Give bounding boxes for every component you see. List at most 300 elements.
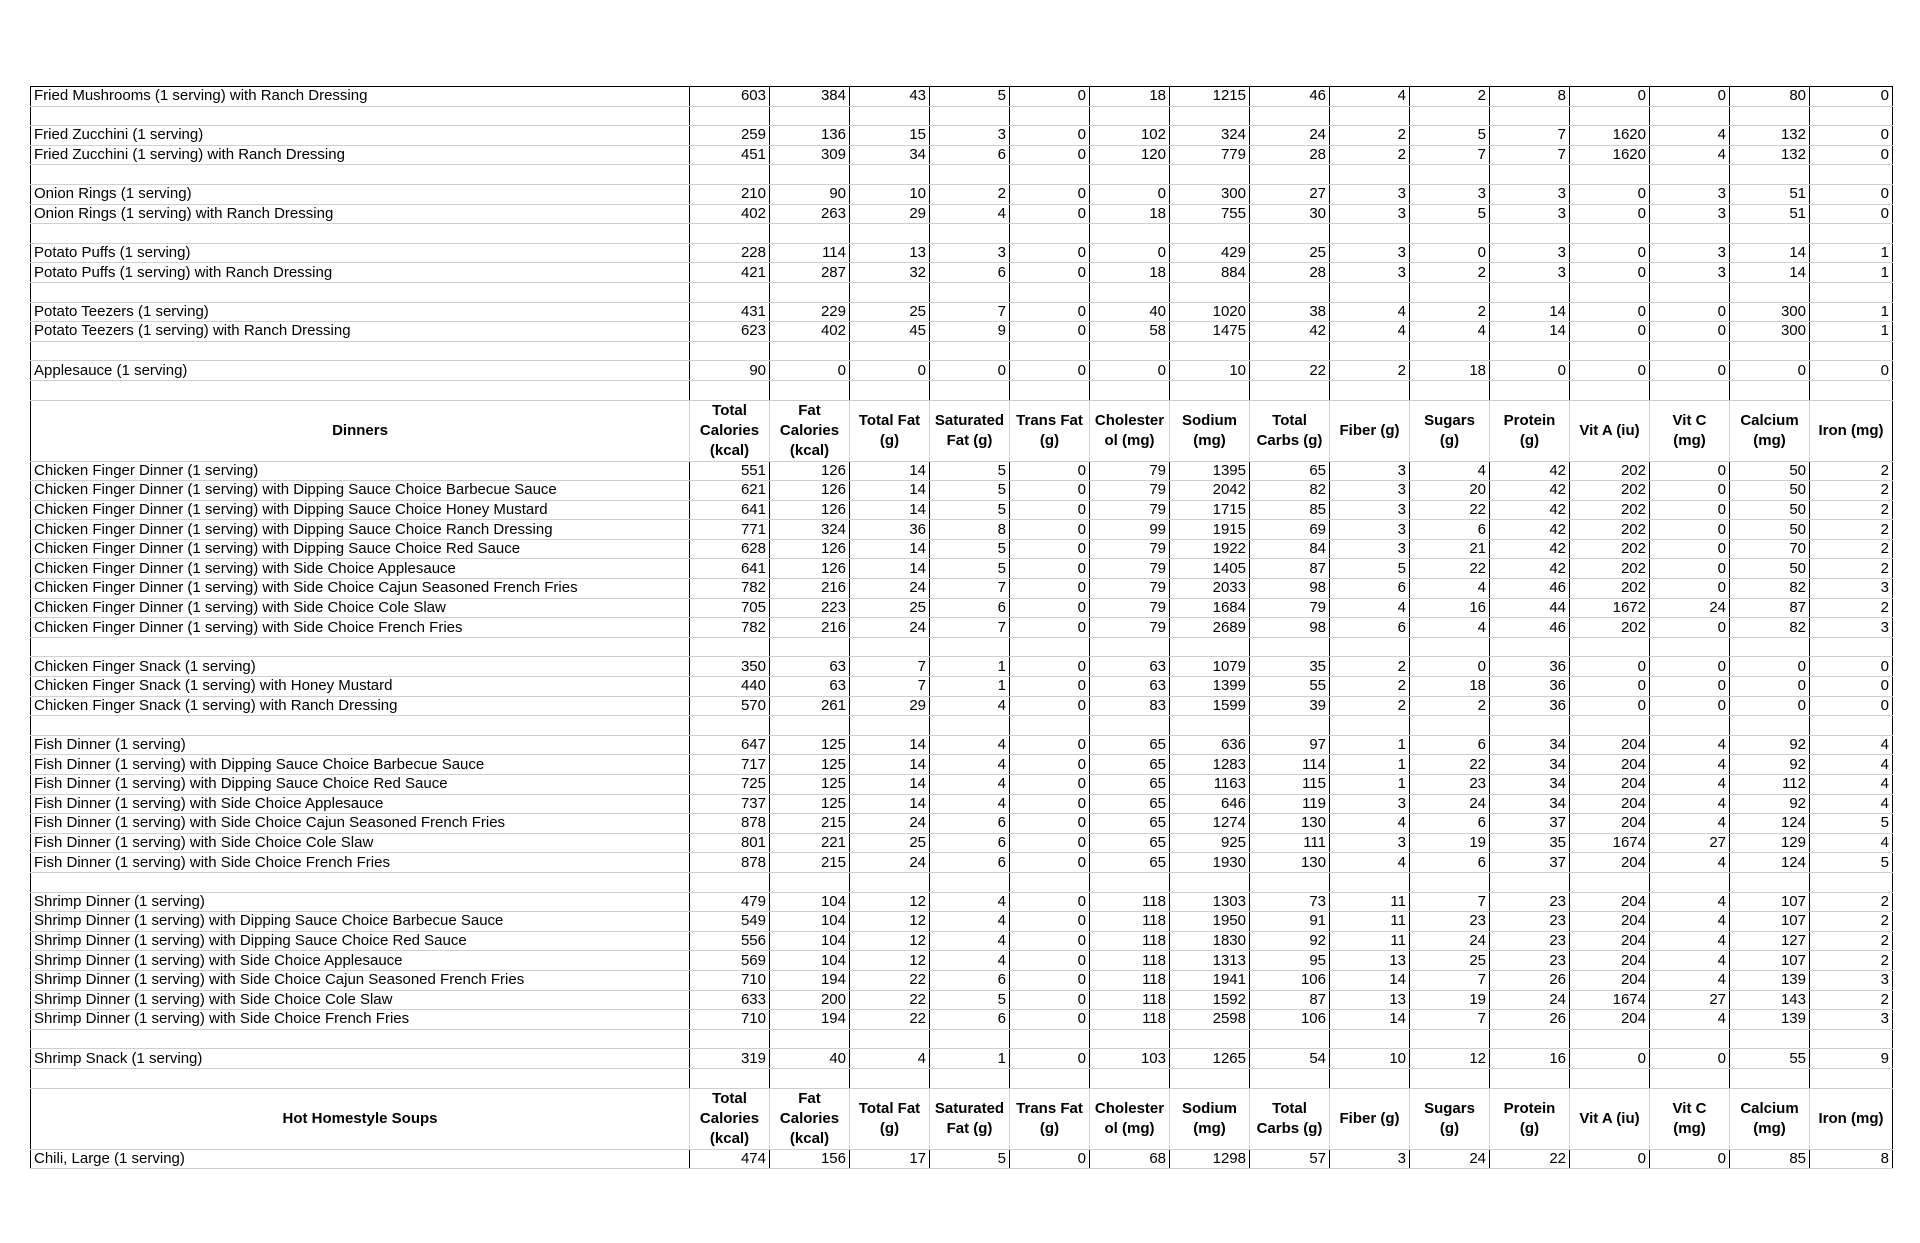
value-cell: 0 [1570, 87, 1650, 107]
spacer-cell [1010, 165, 1090, 185]
spacer-cell [1330, 224, 1410, 244]
value-cell: 0 [1490, 361, 1570, 381]
value-cell: 0 [1650, 361, 1730, 381]
spacer-cell [1170, 1029, 1250, 1049]
value-cell: 350 [690, 657, 770, 677]
table-row [31, 145, 1893, 165]
value-cell: 633 [690, 990, 770, 1010]
value-cell: 34 [1490, 775, 1570, 795]
value-cell: 216 [770, 618, 850, 638]
spacer-cell [1570, 165, 1650, 185]
value-cell: 2 [1810, 598, 1893, 618]
value-cell: 0 [1010, 204, 1090, 224]
value-cell: 104 [770, 892, 850, 912]
value-cell: 1399 [1170, 677, 1250, 697]
value-cell: 300 [1170, 184, 1250, 204]
value-cell: 402 [690, 204, 770, 224]
value-cell: 9 [930, 322, 1010, 342]
value-cell: 3 [1330, 520, 1410, 540]
spacer-cell [1010, 282, 1090, 302]
table-row [31, 775, 1893, 795]
value-cell: 126 [770, 539, 850, 559]
value-cell: 6 [1330, 618, 1410, 638]
value-cell: 1 [930, 657, 1010, 677]
spacer-cell [1010, 224, 1090, 244]
value-cell: 92 [1730, 794, 1810, 814]
spacer-cell [31, 1029, 690, 1049]
spacer-cell [1250, 380, 1330, 400]
value-cell: 132 [1730, 126, 1810, 146]
value-cell: 90 [690, 361, 770, 381]
value-cell: 65 [1090, 755, 1170, 775]
column-header: Calcium (mg) [1730, 400, 1810, 461]
spacer-cell [850, 341, 930, 361]
value-cell: 14 [1330, 1010, 1410, 1030]
table-row [31, 657, 1893, 677]
spacer-cell [690, 872, 770, 892]
value-cell: 85 [1250, 500, 1330, 520]
value-cell: 474 [690, 1149, 770, 1169]
value-cell: 3 [1330, 204, 1410, 224]
value-cell: 0 [1650, 481, 1730, 501]
value-cell: 25 [1410, 951, 1490, 971]
value-cell: 45 [850, 322, 930, 342]
value-cell: 30 [1250, 204, 1330, 224]
value-cell: 1599 [1170, 696, 1250, 716]
spacer-cell [1330, 872, 1410, 892]
value-cell: 0 [1010, 794, 1090, 814]
spacer-cell [1010, 380, 1090, 400]
value-cell: 0 [1730, 657, 1810, 677]
value-cell: 1475 [1170, 322, 1250, 342]
item-name: Shrimp Dinner (1 serving) with Side Choice Cajun Seasoned French Fries [31, 970, 690, 990]
spacer-cell [1170, 637, 1250, 657]
value-cell: 13 [1330, 951, 1410, 971]
value-cell: 12 [850, 931, 930, 951]
table-row [31, 520, 1893, 540]
value-cell: 3 [1810, 618, 1893, 638]
value-cell: 65 [1090, 794, 1170, 814]
table-row [31, 579, 1893, 599]
item-name: Fried Mushrooms (1 serving) with Ranch Dressing [31, 87, 690, 107]
value-cell: 1215 [1170, 87, 1250, 107]
spacer-cell [1010, 1029, 1090, 1049]
value-cell: 1 [1810, 243, 1893, 263]
value-cell: 4 [1330, 853, 1410, 873]
table-row [31, 243, 1893, 263]
value-cell: 23 [1410, 775, 1490, 795]
value-cell: 22 [1410, 500, 1490, 520]
value-cell: 3 [1330, 539, 1410, 559]
value-cell: 0 [1010, 1049, 1090, 1069]
value-cell: 14 [850, 735, 930, 755]
spacer-cell [1250, 872, 1330, 892]
value-cell: 0 [1010, 814, 1090, 834]
spacer-cell [1650, 637, 1730, 657]
value-cell: 126 [770, 500, 850, 520]
value-cell: 782 [690, 618, 770, 638]
item-name: Fish Dinner (1 serving) [31, 735, 690, 755]
spacer-cell [850, 716, 930, 736]
value-cell: 18 [1090, 204, 1170, 224]
value-cell: 3 [1650, 243, 1730, 263]
value-cell: 1674 [1570, 833, 1650, 853]
value-cell: 5 [1330, 559, 1410, 579]
value-cell: 641 [690, 500, 770, 520]
value-cell: 204 [1570, 853, 1650, 873]
value-cell: 556 [690, 931, 770, 951]
value-cell: 0 [1010, 559, 1090, 579]
value-cell: 3 [1810, 970, 1893, 990]
column-header: Total Carbs (g) [1250, 1088, 1330, 1149]
value-cell: 4 [1650, 951, 1730, 971]
spacer-cell [690, 1029, 770, 1049]
value-cell: 0 [1010, 990, 1090, 1010]
spacer-cell [1410, 282, 1490, 302]
value-cell: 6 [930, 263, 1010, 283]
value-cell: 801 [690, 833, 770, 853]
value-cell: 2 [1330, 657, 1410, 677]
value-cell: 5 [1410, 126, 1490, 146]
value-cell: 46 [1490, 618, 1570, 638]
value-cell: 4 [1650, 970, 1730, 990]
value-cell: 1303 [1170, 892, 1250, 912]
spacer-cell [1090, 872, 1170, 892]
value-cell: 0 [770, 361, 850, 381]
value-cell: 2 [1330, 145, 1410, 165]
value-cell: 229 [770, 302, 850, 322]
value-cell: 5 [930, 481, 1010, 501]
value-cell: 118 [1090, 1010, 1170, 1030]
table-row [31, 794, 1893, 814]
value-cell: 16 [1490, 1049, 1570, 1069]
value-cell: 0 [1810, 87, 1893, 107]
item-name: Fish Dinner (1 serving) with Side Choice Cole Slaw [31, 833, 690, 853]
value-cell: 14 [1490, 302, 1570, 322]
spacer-cell [1730, 341, 1810, 361]
column-header: Sugars (g) [1410, 400, 1490, 461]
item-name: Potato Teezers (1 serving) [31, 302, 690, 322]
spacer-cell [770, 716, 850, 736]
value-cell: 0 [1010, 931, 1090, 951]
value-cell: 0 [1010, 539, 1090, 559]
item-name: Shrimp Dinner (1 serving) [31, 892, 690, 912]
spacer-cell [31, 380, 690, 400]
value-cell: 14 [850, 461, 930, 481]
spacer-cell [850, 165, 930, 185]
value-cell: 118 [1090, 892, 1170, 912]
value-cell: 0 [1730, 696, 1810, 716]
spacer-cell [1330, 341, 1410, 361]
spacer-cell [1730, 224, 1810, 244]
value-cell: 118 [1090, 970, 1170, 990]
value-cell: 79 [1090, 461, 1170, 481]
value-cell: 103 [1090, 1049, 1170, 1069]
value-cell: 1 [1810, 322, 1893, 342]
spacer-cell [1810, 165, 1893, 185]
value-cell: 878 [690, 814, 770, 834]
value-cell: 0 [1650, 500, 1730, 520]
value-cell: 112 [1730, 775, 1810, 795]
spacer-cell [690, 341, 770, 361]
table-row [31, 853, 1893, 873]
value-cell: 12 [1410, 1049, 1490, 1069]
value-cell: 28 [1250, 145, 1330, 165]
value-cell: 5 [930, 990, 1010, 1010]
spacer-cell [1490, 341, 1570, 361]
value-cell: 6 [930, 853, 1010, 873]
value-cell: 2 [1330, 696, 1410, 716]
spacer-cell [1170, 1068, 1250, 1088]
spacer-cell [1730, 380, 1810, 400]
table-row [31, 87, 1893, 107]
value-cell: 36 [1490, 657, 1570, 677]
spacer-cell [1650, 1068, 1730, 1088]
value-cell: 1313 [1170, 951, 1250, 971]
table-row [31, 322, 1893, 342]
value-cell: 0 [1570, 1049, 1650, 1069]
value-cell: 24 [1410, 794, 1490, 814]
item-name: Chicken Finger Dinner (1 serving) with Side Choice French Fries [31, 618, 690, 638]
item-name: Chicken Finger Snack (1 serving) [31, 657, 690, 677]
value-cell: 12 [850, 892, 930, 912]
spacer-cell [1410, 341, 1490, 361]
value-cell: 5 [930, 1149, 1010, 1169]
value-cell: 106 [1250, 970, 1330, 990]
spacer-cell [1490, 1029, 1570, 1049]
value-cell: 5 [930, 539, 1010, 559]
value-cell: 5 [930, 500, 1010, 520]
value-cell: 878 [690, 853, 770, 873]
value-cell: 1283 [1170, 755, 1250, 775]
value-cell: 132 [1730, 145, 1810, 165]
value-cell: 34 [1490, 755, 1570, 775]
spacer-cell [770, 872, 850, 892]
spacer-cell [690, 380, 770, 400]
value-cell: 42 [1490, 481, 1570, 501]
value-cell: 58 [1090, 322, 1170, 342]
value-cell: 551 [690, 461, 770, 481]
value-cell: 65 [1250, 461, 1330, 481]
value-cell: 156 [770, 1149, 850, 1169]
item-name: Chicken Finger Snack (1 serving) with Honey Mustard [31, 677, 690, 697]
spacer-cell [1570, 282, 1650, 302]
spacer-cell [1330, 1029, 1410, 1049]
spacer-cell [850, 282, 930, 302]
value-cell: 124 [1730, 853, 1810, 873]
value-cell: 9 [1810, 1049, 1893, 1069]
value-cell: 0 [1010, 833, 1090, 853]
value-cell: 104 [770, 931, 850, 951]
value-cell: 130 [1250, 853, 1330, 873]
spacer-cell [1810, 1029, 1893, 1049]
spacer-cell [1650, 1029, 1730, 1049]
value-cell: 35 [1490, 833, 1570, 853]
value-cell: 118 [1090, 931, 1170, 951]
spacer-cell [1010, 716, 1090, 736]
value-cell: 0 [1650, 657, 1730, 677]
value-cell: 647 [690, 735, 770, 755]
spacer-cell [770, 165, 850, 185]
value-cell: 2 [1810, 990, 1893, 1010]
item-name: Shrimp Snack (1 serving) [31, 1049, 690, 1069]
table-row [31, 755, 1893, 775]
value-cell: 623 [690, 322, 770, 342]
value-cell: 126 [770, 481, 850, 501]
value-cell: 36 [850, 520, 930, 540]
value-cell: 3 [1330, 461, 1410, 481]
value-cell: 7 [1410, 892, 1490, 912]
spacer-cell [930, 872, 1010, 892]
spacer-cell [1330, 165, 1410, 185]
spacer-cell [1250, 224, 1330, 244]
value-cell: 204 [1570, 735, 1650, 755]
value-cell: 4 [930, 735, 1010, 755]
value-cell: 25 [1250, 243, 1330, 263]
spacer-cell [930, 380, 1010, 400]
value-cell: 4 [1650, 145, 1730, 165]
value-cell: 32 [850, 263, 930, 283]
table-row [31, 677, 1893, 697]
spacer-cell [1410, 1029, 1490, 1049]
spacer-cell [1810, 716, 1893, 736]
value-cell: 4 [1810, 794, 1893, 814]
value-cell: 3 [1330, 1149, 1410, 1169]
spacer-cell [690, 106, 770, 126]
value-cell: 7 [1490, 126, 1570, 146]
value-cell: 0 [1570, 204, 1650, 224]
value-cell: 125 [770, 735, 850, 755]
value-cell: 130 [1250, 814, 1330, 834]
value-cell: 324 [770, 520, 850, 540]
item-name: Chicken Finger Dinner (1 serving) with Dipping Sauce Choice Ranch Dressing [31, 520, 690, 540]
value-cell: 7 [1410, 145, 1490, 165]
value-cell: 20 [1410, 481, 1490, 501]
spacer-cell [1330, 1068, 1410, 1088]
spacer-cell [1010, 872, 1090, 892]
spacer-cell [1250, 716, 1330, 736]
table-row [31, 892, 1893, 912]
value-cell: 884 [1170, 263, 1250, 283]
value-cell: 1922 [1170, 539, 1250, 559]
spacer-row [31, 224, 1893, 244]
value-cell: 782 [690, 579, 770, 599]
value-cell: 204 [1570, 970, 1650, 990]
value-cell: 2 [1810, 500, 1893, 520]
item-name: Potato Puffs (1 serving) with Ranch Dressing [31, 263, 690, 283]
table-row [31, 814, 1893, 834]
spacer-cell [31, 282, 690, 302]
value-cell: 22 [1410, 559, 1490, 579]
value-cell: 0 [1650, 1049, 1730, 1069]
spacer-cell [1010, 341, 1090, 361]
spacer-cell [1810, 282, 1893, 302]
value-cell: 44 [1490, 598, 1570, 618]
item-name: Chicken Finger Dinner (1 serving) with Side Choice Cajun Seasoned French Fries [31, 579, 690, 599]
spacer-cell [1330, 380, 1410, 400]
value-cell: 223 [770, 598, 850, 618]
value-cell: 127 [1730, 931, 1810, 951]
value-cell: 925 [1170, 833, 1250, 853]
value-cell: 65 [1090, 853, 1170, 873]
value-cell: 104 [770, 912, 850, 932]
spacer-cell [1410, 716, 1490, 736]
value-cell: 4 [1650, 912, 1730, 932]
value-cell: 0 [1010, 892, 1090, 912]
value-cell: 1298 [1170, 1149, 1250, 1169]
value-cell: 717 [690, 755, 770, 775]
value-cell: 90 [770, 184, 850, 204]
value-cell: 25 [850, 302, 930, 322]
spacer-cell [1570, 872, 1650, 892]
value-cell: 0 [1010, 755, 1090, 775]
spacer-cell [1090, 282, 1170, 302]
spacer-row [31, 872, 1893, 892]
value-cell: 210 [690, 184, 770, 204]
value-cell: 17 [850, 1149, 930, 1169]
value-cell: 6 [1410, 853, 1490, 873]
value-cell: 1684 [1170, 598, 1250, 618]
value-cell: 14 [1730, 263, 1810, 283]
spacer-cell [1570, 716, 1650, 736]
value-cell: 0 [1650, 461, 1730, 481]
value-cell: 4 [1650, 1010, 1730, 1030]
table-row [31, 931, 1893, 951]
value-cell: 0 [1010, 677, 1090, 697]
value-cell: 70 [1730, 539, 1810, 559]
value-cell: 26 [1490, 970, 1570, 990]
value-cell: 0 [1730, 677, 1810, 697]
spacer-row [31, 637, 1893, 657]
value-cell: 79 [1090, 618, 1170, 638]
table-row [31, 204, 1893, 224]
column-header: Vit C (mg) [1650, 1088, 1730, 1149]
value-cell: 4 [930, 696, 1010, 716]
item-name: Fish Dinner (1 serving) with Dipping Sauce Choice Barbecue Sauce [31, 755, 690, 775]
value-cell: 126 [770, 559, 850, 579]
item-name: Applesauce (1 serving) [31, 361, 690, 381]
value-cell: 4 [1810, 775, 1893, 795]
value-cell: 79 [1090, 579, 1170, 599]
value-cell: 5 [1410, 204, 1490, 224]
value-cell: 120 [1090, 145, 1170, 165]
spacer-cell [1810, 341, 1893, 361]
value-cell: 3 [1810, 579, 1893, 599]
spacer-cell [1730, 165, 1810, 185]
value-cell: 569 [690, 951, 770, 971]
value-cell: 27 [1650, 990, 1730, 1010]
value-cell: 2 [1330, 677, 1410, 697]
value-cell: 0 [1570, 677, 1650, 697]
value-cell: 1592 [1170, 990, 1250, 1010]
spacer-cell [1810, 224, 1893, 244]
value-cell: 23 [1490, 892, 1570, 912]
spacer-cell [690, 716, 770, 736]
table-row [31, 951, 1893, 971]
value-cell: 12 [850, 912, 930, 932]
value-cell: 2 [1810, 461, 1893, 481]
value-cell: 42 [1490, 461, 1570, 481]
column-header: Vit A (iu) [1570, 400, 1650, 461]
value-cell: 0 [1010, 775, 1090, 795]
value-cell: 549 [690, 912, 770, 932]
table-row [31, 618, 1893, 638]
spacer-row [31, 1068, 1893, 1088]
value-cell: 431 [690, 302, 770, 322]
spacer-cell [1170, 716, 1250, 736]
column-header: Vit A (iu) [1570, 1088, 1650, 1149]
spacer-cell [1490, 872, 1570, 892]
